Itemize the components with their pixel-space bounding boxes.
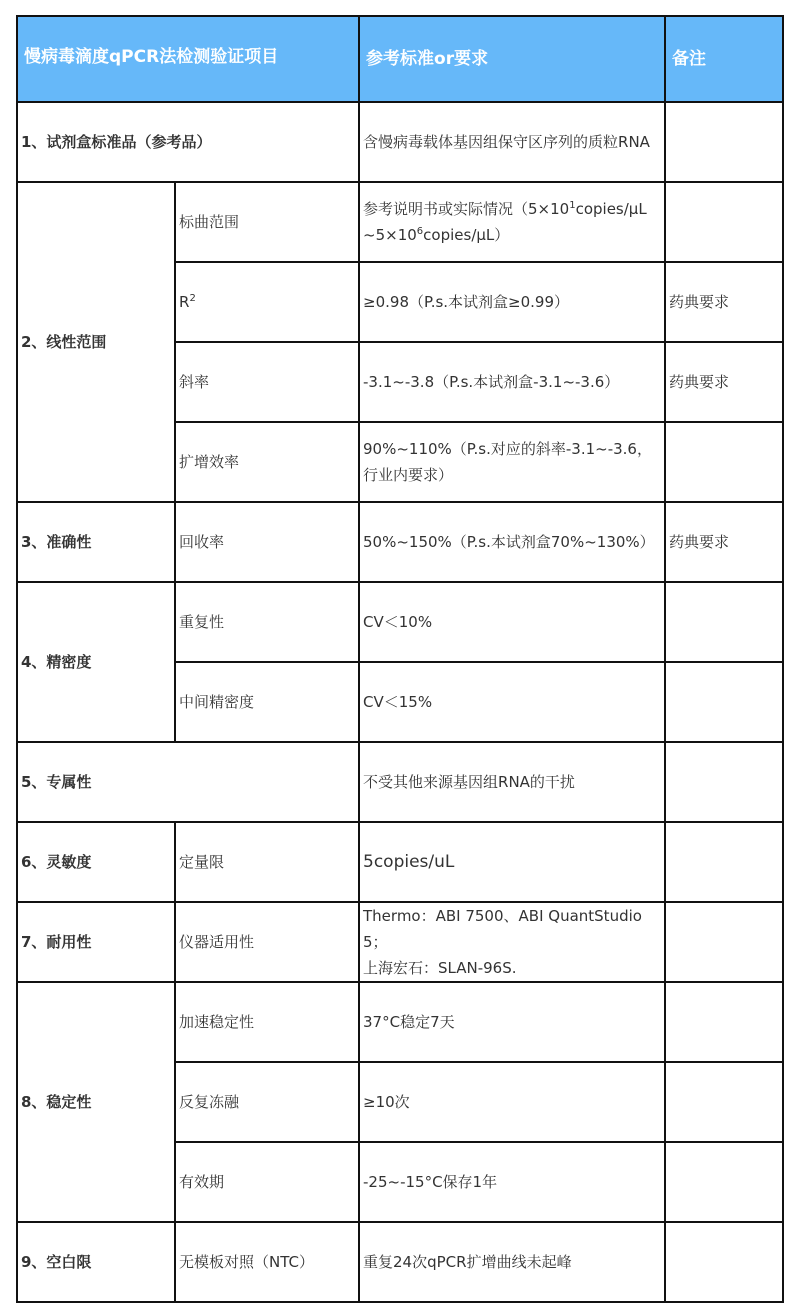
note-cell: 药典要求 <box>665 502 783 582</box>
category-cell: 4、精密度 <box>17 582 175 742</box>
note-cell <box>665 902 783 982</box>
table-header-row <box>17 16 783 102</box>
requirement-cell: -25~-15°C保存1年 <box>359 1142 665 1222</box>
requirement-cell <box>359 902 665 982</box>
item-cell: 加速稳定性 <box>175 982 359 1062</box>
table-row <box>17 822 783 902</box>
requirement-text: copies/μL~5×10 <box>363 200 647 244</box>
category-cell: 6、灵敏度 <box>17 822 175 902</box>
requirement-cell: ≥10次 <box>359 1062 665 1142</box>
item-cell: 反复冻融 <box>175 1062 359 1142</box>
item-cell: 有效期 <box>175 1142 359 1222</box>
table-row <box>17 902 783 982</box>
table-row <box>17 1222 783 1302</box>
requirement-cell: -3.1~-3.8（P.s.本试剂盒-3.1~-3.6） <box>359 342 665 422</box>
requirement-cell <box>359 182 665 262</box>
requirement-text: copies/μL） <box>423 226 510 244</box>
requirement-cell: 含慢病毒载体基因组保守区序列的质粒RNA <box>359 102 665 182</box>
table-row <box>17 502 783 582</box>
header-reference-standard: 参考标准or要求 <box>359 16 665 102</box>
header-note: 备注 <box>665 16 783 102</box>
note-cell <box>665 822 783 902</box>
requirement-cell: 不受其他来源基因组RNA的干扰 <box>359 742 665 822</box>
requirement-cell: 37°C稳定7天 <box>359 982 665 1062</box>
note-cell <box>665 742 783 822</box>
item-cell: 无模板对照（NTC） <box>175 1222 359 1302</box>
item-text: R <box>179 293 190 311</box>
note-cell <box>665 182 783 262</box>
note-cell: 药典要求 <box>665 262 783 342</box>
category-cell: 5、专属性 <box>17 742 359 822</box>
category-cell: 1、试剂盒标准品（参考品） <box>17 102 359 182</box>
requirement-line: 上海宏石：SLAN-96S. <box>363 959 517 977</box>
superscript: 2 <box>189 293 196 304</box>
category-cell: 7、耐用性 <box>17 902 175 982</box>
item-cell: 中间精密度 <box>175 662 359 742</box>
requirement-cell: ≥0.98（P.s.本试剂盒≥0.99） <box>359 262 665 342</box>
note-cell <box>665 1142 783 1222</box>
note-cell <box>665 1062 783 1142</box>
item-cell: 标曲范围 <box>175 182 359 262</box>
note-cell: 药典要求 <box>665 342 783 422</box>
requirement-cell: 重复24次qPCR扩增曲线未起峰 <box>359 1222 665 1302</box>
table-row <box>17 182 783 262</box>
item-cell: 斜率 <box>175 342 359 422</box>
category-cell: 3、准确性 <box>17 502 175 582</box>
note-cell <box>665 982 783 1062</box>
requirement-cell: 90%~110%（P.s.对应的斜率-3.1~-3.6，行业内要求） <box>359 422 665 502</box>
item-cell: 定量限 <box>175 822 359 902</box>
note-cell <box>665 662 783 742</box>
requirement-cell: 5copies/uL <box>359 822 665 902</box>
item-cell: 重复性 <box>175 582 359 662</box>
note-cell <box>665 102 783 182</box>
category-cell: 9、空白限 <box>17 1222 175 1302</box>
table-row <box>17 982 783 1062</box>
validation-table <box>16 15 784 1303</box>
category-cell: 2、线性范围 <box>17 182 175 502</box>
table-row <box>17 582 783 662</box>
superscript: 1 <box>569 200 576 211</box>
item-cell <box>175 262 359 342</box>
note-cell <box>665 582 783 662</box>
requirement-cell: CV＜10% <box>359 582 665 662</box>
item-cell: 仪器适用性 <box>175 902 359 982</box>
requirement-cell: CV＜15% <box>359 662 665 742</box>
note-cell <box>665 422 783 502</box>
header-validation-item: 慢病毒滴度qPCR法检测验证项目 <box>17 16 359 102</box>
item-cell: 回收率 <box>175 502 359 582</box>
table-row <box>17 102 783 182</box>
table-row <box>17 742 783 822</box>
requirement-line: Thermo：ABI 7500、ABI QuantStudio5； <box>363 907 642 951</box>
category-cell: 8、稳定性 <box>17 982 175 1222</box>
superscript: 6 <box>416 226 424 237</box>
note-cell <box>665 1222 783 1302</box>
requirement-cell: 50%~150%（P.s.本试剂盒70%~130%） <box>359 502 665 582</box>
requirement-text: 参考说明书或实际情况（5×10 <box>363 200 570 218</box>
item-cell: 扩增效率 <box>175 422 359 502</box>
